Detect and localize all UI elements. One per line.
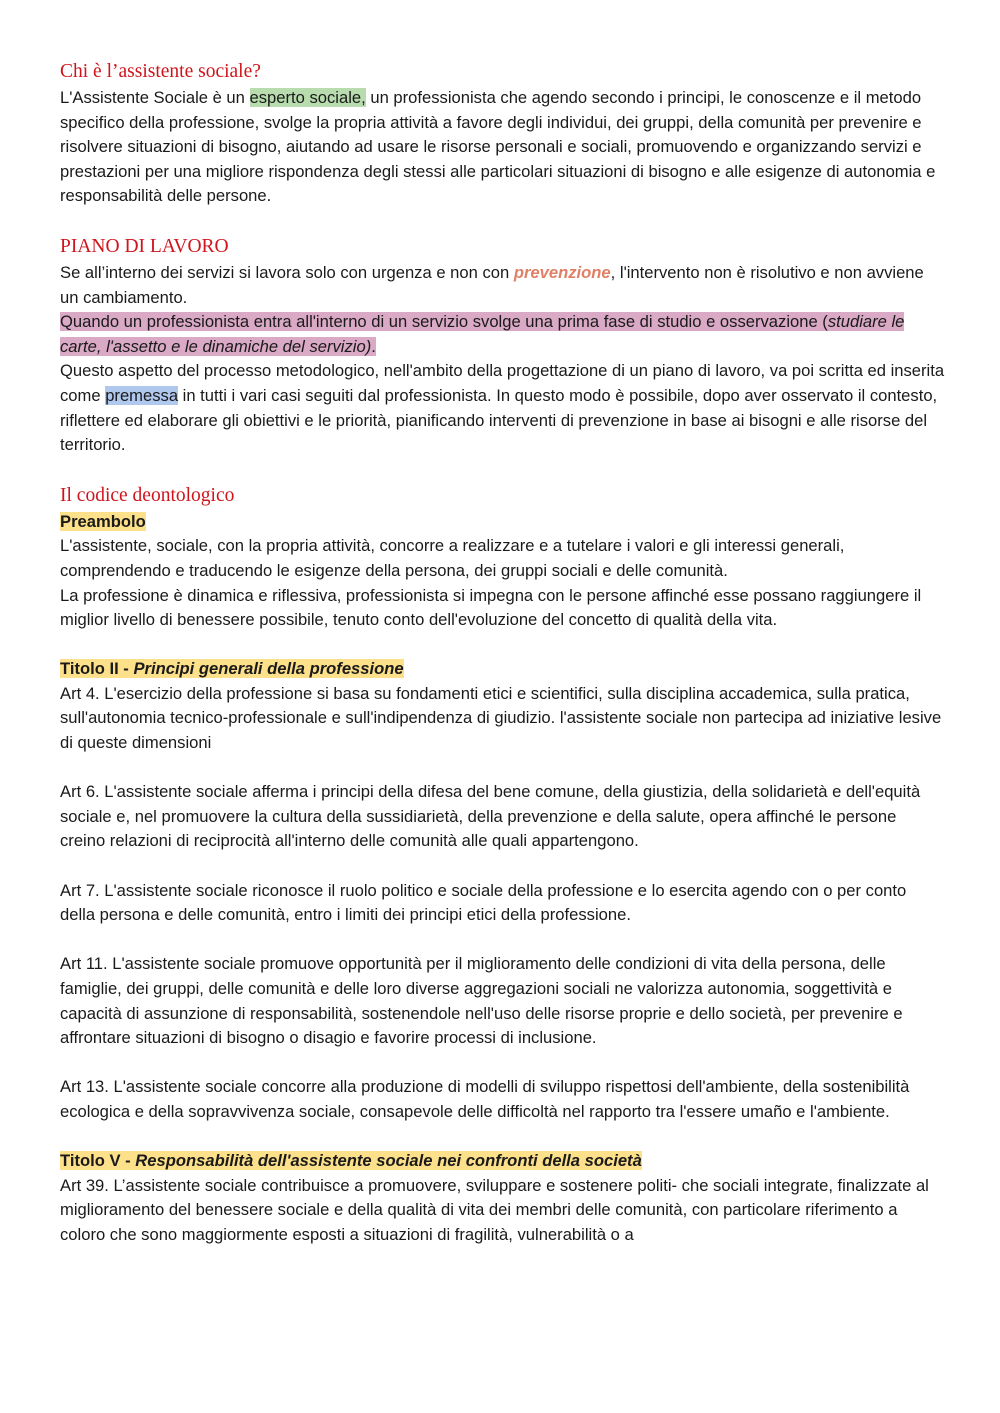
text-span: Quando un professionista entra all'interno di un servizio svolge una prima fase di studio e osservazione ( (60, 312, 828, 332)
text-span: L'Assistente Sociale è un (60, 88, 250, 107)
subheading-titolo-v (60, 1149, 945, 1174)
italic-span: Responsabilità dell'assistente sociale nei confronti della società (135, 1151, 642, 1171)
section-title-assistente: Chi è l’assistente sociale? (60, 61, 261, 82)
text-span: Titolo II - (60, 659, 134, 679)
paragraph-prima-fase (60, 310, 945, 359)
highlight-titolo-v (60, 1151, 642, 1170)
article-13: Art 13. L'assistente sociale concorre alla produzione di modelli di sviluppo rispettosi dell'ambiente, della sostenibilità ecologica e della sopravvivenza sociale, consapevole delle difficoltà nel rapporto tra l'essere umaño e l'ambiente. (60, 1077, 910, 1121)
article-39: Art 39. L’assistente sociale contribuisce a promuovere, sviluppare e sostenere politi- che sociali integrate, finalizzate al miglioramento del benessere sociale e della qualità di vita dei membri delle comunità, con particolare riferimento a coloro che sono maggiormente esposti a situazioni di fragilità, vulnerabilità o a (60, 1175, 929, 1244)
spacer (60, 756, 945, 781)
paragraph-urgenza (60, 261, 945, 310)
emphasis-prevenzione: prevenzione (513, 262, 611, 282)
article-7: Art 7. L'assistente sociale riconosce il ruolo politico e sociale della professione e lo esercita agendo con o per conto della persona e delle comunità, entro i limiti dei principi etici della professione. (60, 880, 907, 925)
spacer (60, 1051, 945, 1076)
highlight-premessa: premessa (105, 385, 179, 405)
highlight-preambolo: Preambolo (60, 511, 146, 531)
text-span: un professionista che agendo secondo i principi, le conoscenze e il metodo specifico della professione, svolge la propria attività a favore degli individui, dei gruppi, della comunità per prevenire e risolvere situazioni di bisogno, aiutando ad usare le risorse personali e sociali, promuovendo e organizzando servizi e prestazioni per una migliore rispondenza degli stessi alle particolari situazioni di bisogno e alle esigenze di autonomia e responsabilità delle persone. (60, 88, 936, 206)
spacer (60, 854, 945, 879)
text-span: Se all’interno dei servizi si lavora solo con urgenza e non con (60, 262, 514, 282)
highlight-titolo-ii (60, 659, 404, 678)
italic-span: Principi generali della professione (133, 659, 404, 679)
paragraph-preambolo-2: La professione è dinamica e riflessiva, professionista si impegna con le persone affinché esse possano raggiungere il miglior livello di benessere possibile, tenuto conto dell'evoluzione del concetto di qualità della vita. (60, 585, 922, 630)
text-span: Questo aspetto del processo metodologico, nell'ambito della progettazione di un piano di lavoro, va poi scritta ed inserita come (60, 361, 945, 405)
document-page (60, 58, 945, 1248)
spacer (60, 209, 945, 233)
spacer (60, 458, 945, 482)
spacer (60, 633, 945, 658)
article-11: Art 11. L'assistente sociale promuove opportunità per il miglioramento delle condizioni di vita della persona, delle famiglie, dei gruppi, delle comunità e delle loro diverse aggregazioni sociali ne valorizza autonomia, soggettività e capacità di assunzione di responsabilità, sostenendole nell'uso delle risorse proprie e dello società, per prevenire e affrontare situazioni di bisogno o disagio e favorire processi di inclusione. (60, 954, 903, 1048)
subheading-titolo-ii (60, 657, 945, 682)
section-title-piano-di-lavoro: PIANO DI LAVORO (60, 235, 229, 257)
subheading-preambolo (60, 510, 945, 535)
italic-span: studiare le carte, l'assetto e le dinamiche del servizio) (60, 312, 905, 356)
text-span: Titolo V - (60, 1151, 136, 1171)
paragraph-definizione (60, 86, 945, 209)
article-4: Art 4. L'esercizio della professione si basa su fondamenti etici e scientifici, sulla disciplina accademica, sulla pratica, sull'autonomia tecnico-professionale e sull'indipendenza di giudizio. l'assistente sociale non partecipa ad iniziative lesive di queste dimensioni (60, 683, 942, 753)
text-span: in tutti i vari casi seguiti dal professionista. In questo modo è possibile, dopo aver osservato il contesto, riflettere ed elaborare gli obiettivi e le priorità, pianificando interventi di prevenzione in base ai bisogni e alle risorse del territorio. (60, 385, 938, 455)
paragraph-preambolo-1: L'assistente, sociale, con la propria attività, concorre a realizzare e a tutelare i valori e gli interessi generali, comprendendo e traducendo le esigenze della persona, dei gruppi sociali e delle comunità. (60, 536, 845, 580)
text-span: . (371, 336, 376, 356)
spacer (60, 1125, 945, 1150)
section-title-codice-deontologico: Il codice deontologico (60, 484, 235, 506)
text-span: , l'intervento non è risolutivo e non avviene un cambiamento. (60, 262, 924, 307)
spacer (60, 928, 945, 953)
paragraph-premessa (60, 359, 945, 457)
highlight-prima-fase (60, 312, 904, 356)
highlight-esperto-sociale: esperto sociale, (249, 88, 366, 107)
article-6: Art 6. L'assistente sociale afferma i principi della difesa del bene comune, della giustizia, della solidarietà e dell'equità sociale e, nel promuovere la cultura della sussidiarietà, della prevenzione e della salute, opera affinché le persone creino relazioni di reciprocità all'interno delle comunità alle quali appartengono. (60, 782, 921, 851)
